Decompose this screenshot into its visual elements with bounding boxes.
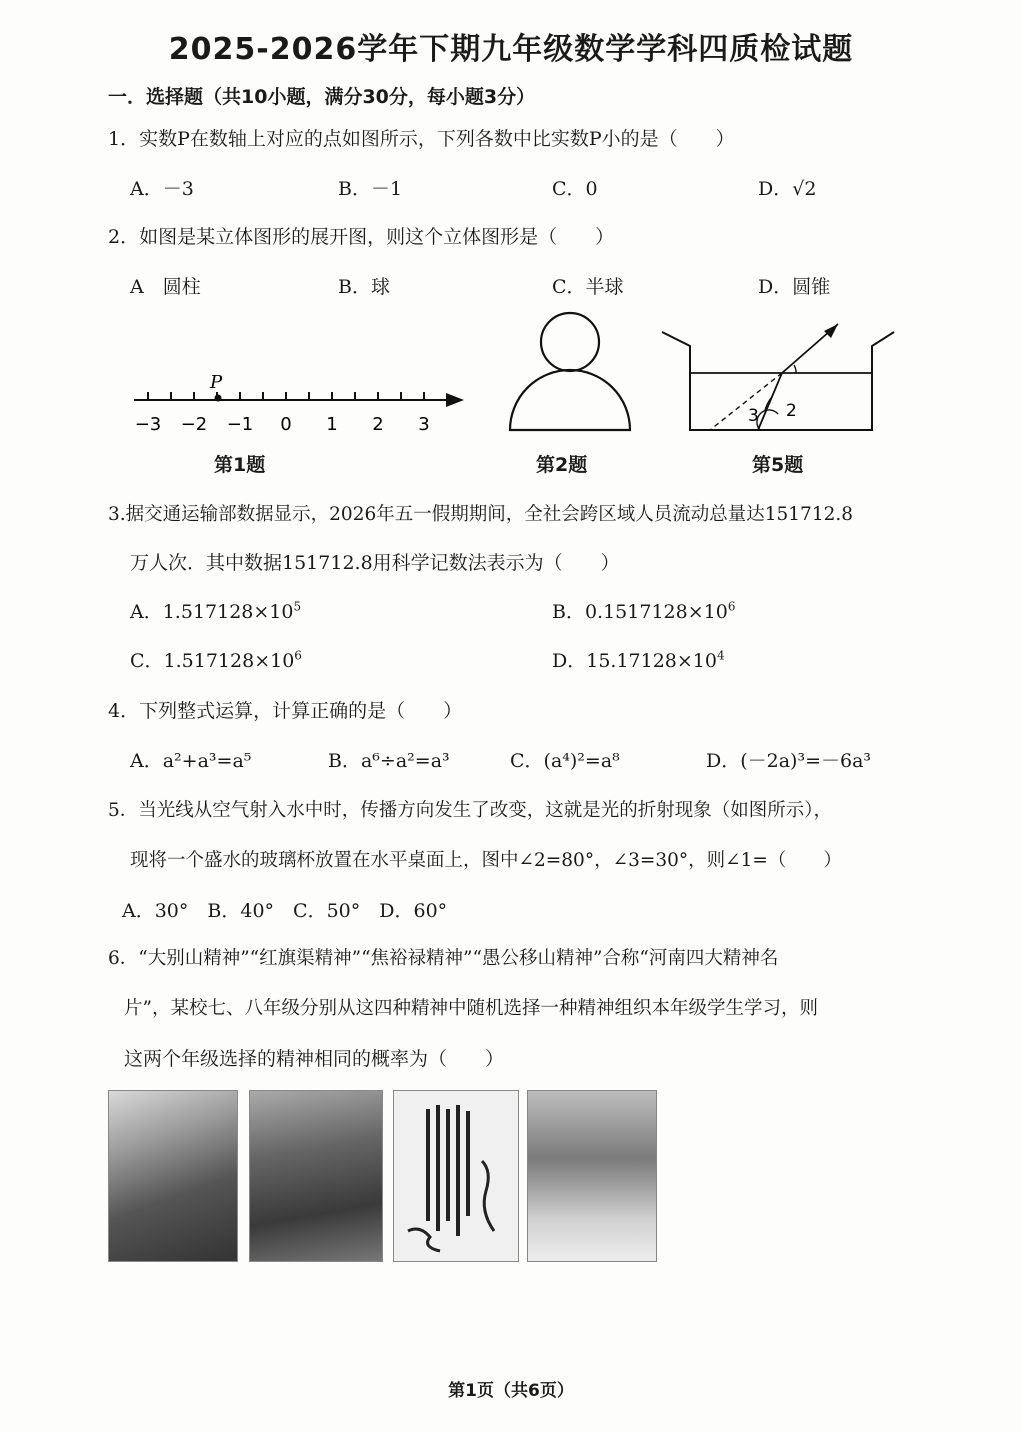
question-3-stem-line-1: 3.据交通运输部数据显示，2026年五一假期期间，全社会跨区域人员流动总量达151712.8	[108, 504, 854, 525]
question-5-stem-line-2: 现将一个盛水的玻璃杯放置在水平桌面上，图中∠2=80°，∠3=30°，则∠1=（ ）	[130, 850, 842, 871]
hongqiqu-spirit-image	[249, 1090, 383, 1262]
q3-option-c: C．$1.517128\times 10^6$	[130, 648, 302, 672]
q2-option-a: A 圆柱	[130, 276, 201, 298]
yugong-spirit-image	[527, 1090, 657, 1262]
figure-5-caption: 第5题	[752, 454, 804, 476]
q1-option-c: C．0	[552, 178, 598, 200]
question-1-stem: 1．实数P在数轴上对应的点如图所示，下列各数中比实数P小的是（ ）	[108, 128, 735, 150]
q1-option-b: B．－1	[338, 178, 403, 200]
tick-label: −3	[134, 414, 162, 435]
point-p-marker	[215, 395, 222, 402]
question-6-stem-line-1: 6．“大别山精神”“红旗渠精神”“焦裕禄精神”“愚公移山精神”合称“河南四大精神名	[108, 948, 779, 969]
q1-option-a: A．－3	[130, 178, 194, 200]
refraction-figure	[658, 318, 903, 438]
page-footer: 第1页（共6页）	[448, 1381, 574, 1401]
q4-option-a: A．a²+a³=a⁵	[130, 750, 252, 772]
question-2-stem: 2．如图是某立体图形的展开图，则这个立体图形是（ ）	[108, 226, 615, 248]
tick-label: −2	[180, 414, 208, 435]
figure-1-caption: 第1题	[214, 454, 266, 476]
q5-options: A．30° B．40° C．50° D．60°	[122, 900, 448, 922]
tick-label: 0	[280, 414, 292, 435]
net-figure	[500, 308, 640, 438]
angle-2-label: 2	[786, 401, 797, 421]
q3-option-b: B．$0.1517128\times 10^6$	[552, 599, 736, 623]
jiaoyulu-spirit-image	[393, 1090, 519, 1262]
question-6-stem-line-3: 这两个年级选择的精神相同的概率为（ ）	[124, 1048, 505, 1070]
q2-option-c: C．半球	[552, 276, 624, 298]
point-p-label: P	[210, 372, 223, 393]
q3-option-d: D．$15.17128\times 10^4$	[552, 648, 725, 672]
tick-label: 3	[418, 414, 430, 435]
q4-option-b: B．a⁶÷a²=a³	[328, 750, 450, 772]
q2-option-d: D．圆锥	[758, 276, 831, 298]
dabieshan-spirit-image	[108, 1090, 238, 1262]
tick-label: 2	[372, 414, 384, 435]
calligraphy-strokes	[394, 1091, 518, 1261]
q1-option-d: D．√2	[758, 178, 817, 200]
angle-3-label: 3	[748, 406, 759, 426]
page-title: 2025-2026学年下期九年级数学学科四质检试题	[168, 32, 854, 67]
tick-label: 1	[326, 414, 338, 435]
question-5-stem-line-1: 5．当光线从空气射入水中时，传播方向发生了改变，这就是光的折射现象（如图所示），	[108, 800, 833, 821]
q3-option-a: A．$1.517128\times 10^5$	[130, 599, 302, 623]
question-3-stem-line-2: 万人次．其中数据151712.8用科学记数法表示为（ ）	[130, 552, 620, 574]
question-6-stem-line-2: 片”，某校七、八年级分别从这四种精神中随机选择一种精神组织本年级学生学习，则	[124, 998, 818, 1019]
q4-option-c: C．(a⁴)²=a⁸	[510, 750, 620, 772]
tick-label: −1	[226, 414, 254, 435]
question-4-stem: 4．下列整式运算，计算正确的是（ ）	[108, 700, 463, 722]
number-line-figure	[120, 360, 480, 440]
q2-option-b: B．球	[338, 276, 390, 298]
q4-option-d: D．(－2a)³=－6a³	[706, 750, 872, 772]
section-heading: 一．选择题（共10小题，满分30分，每小题3分）	[108, 86, 536, 108]
figure-2-caption: 第2题	[536, 454, 588, 476]
